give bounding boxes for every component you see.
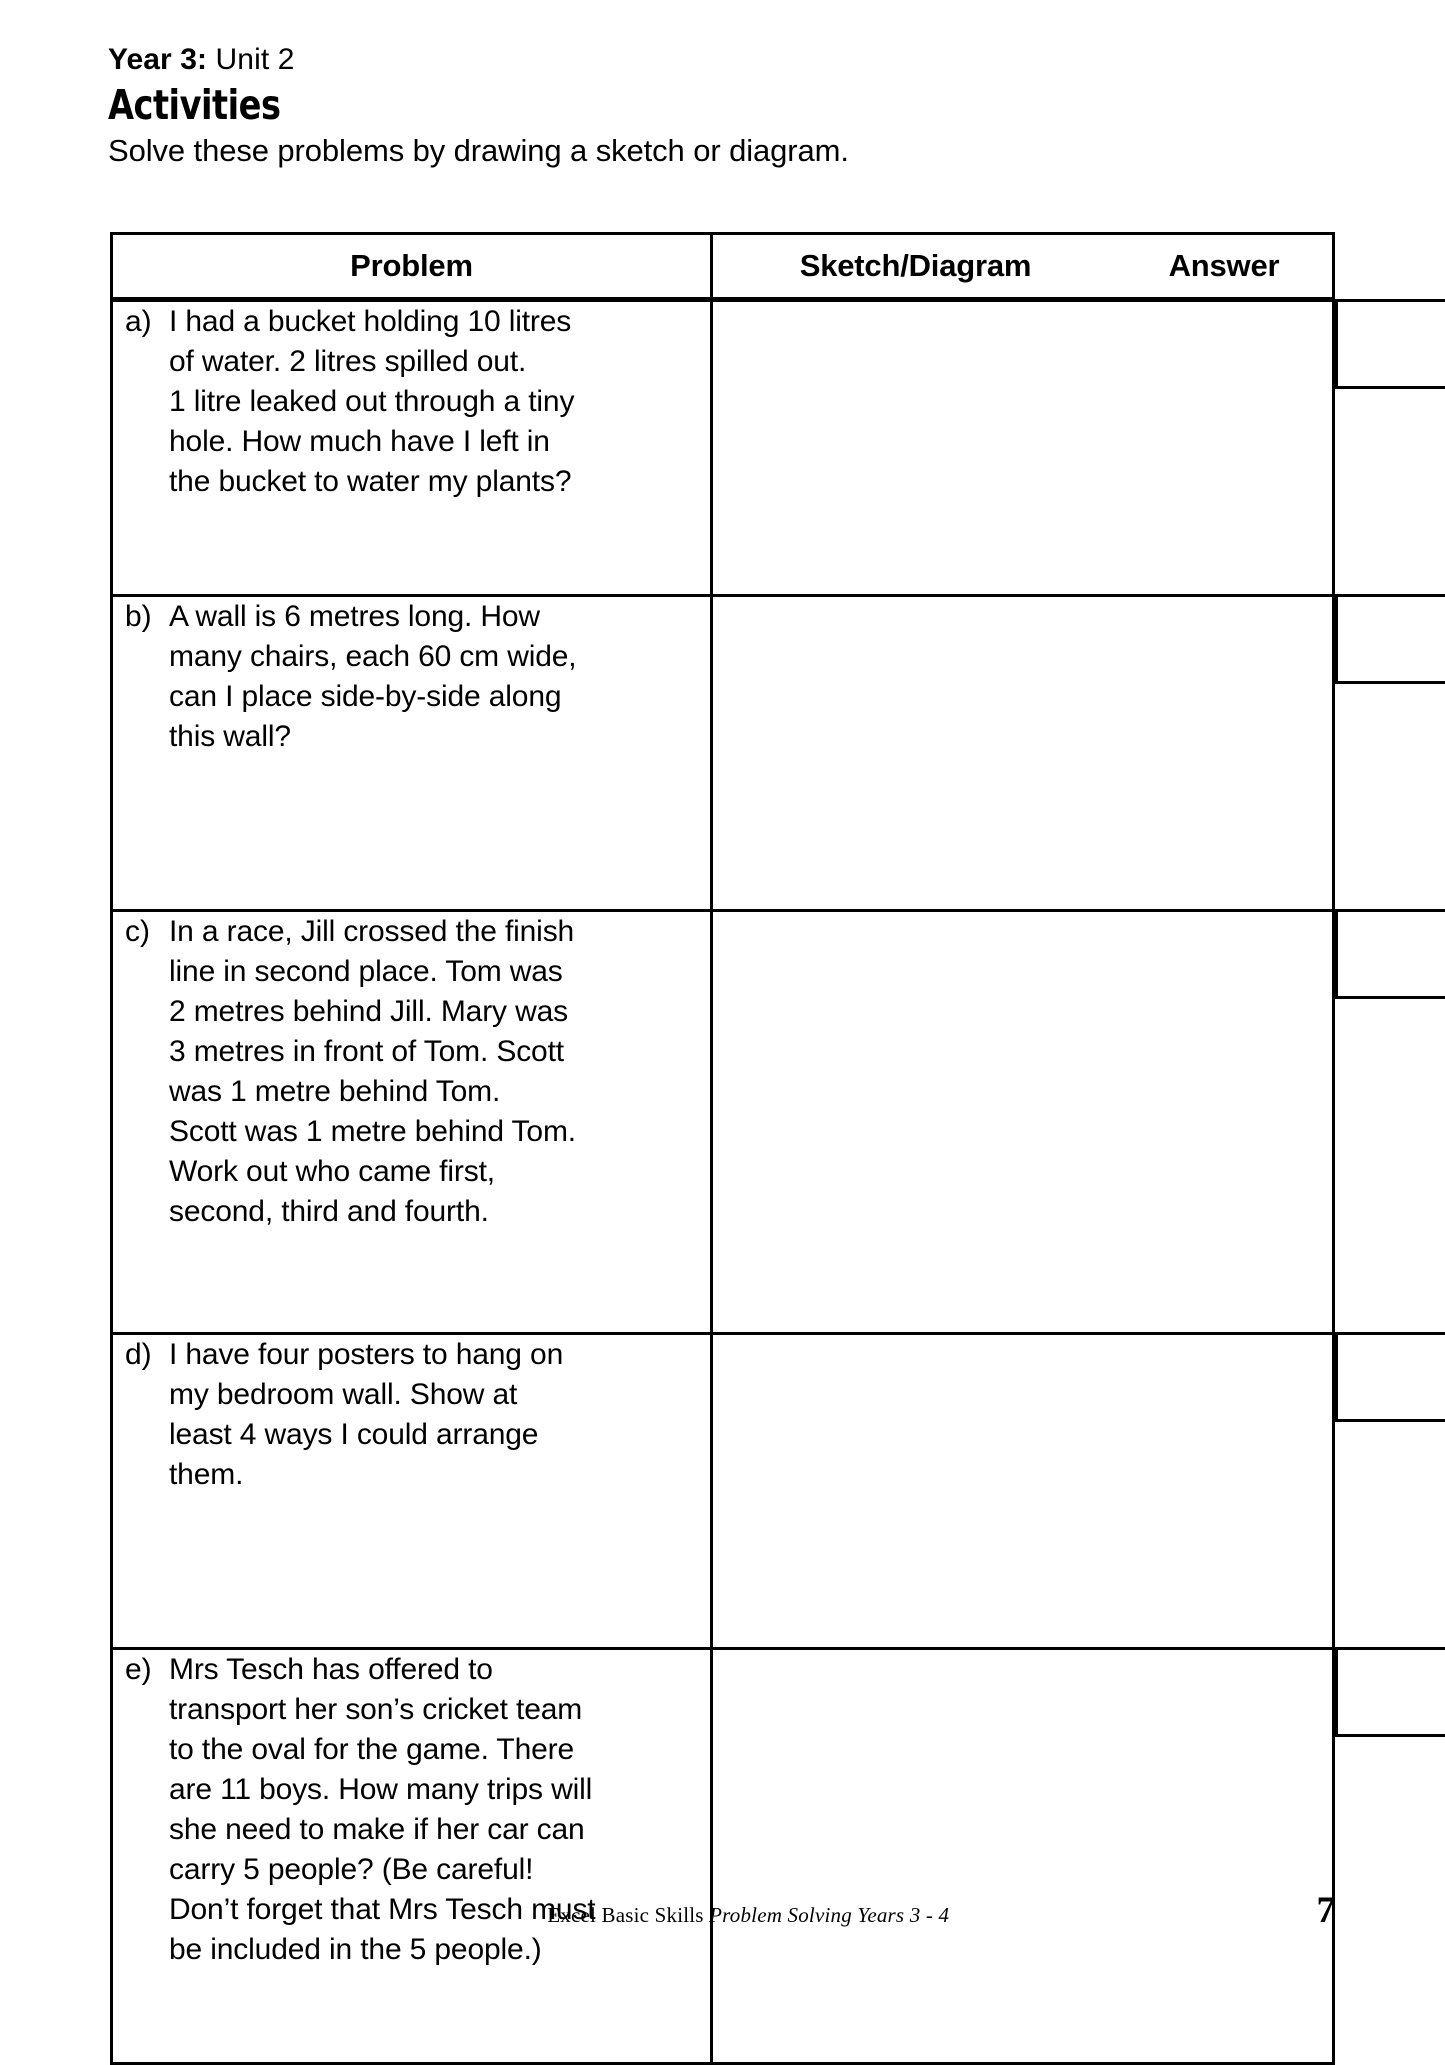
table-row: [112, 911, 1334, 1334]
problem-letter: a): [125, 305, 152, 338]
answer-box[interactable]: [1335, 594, 1445, 684]
page-title: Activities: [108, 81, 281, 129]
sketch-cell[interactable]: [712, 911, 1334, 1334]
problem-cell: [112, 911, 712, 1334]
problem-text-line: In a race, Jill crossed the finish: [169, 915, 575, 948]
problem-text-line: 1 litre leaked out through a tiny: [169, 385, 575, 418]
problem-text-line: can I place side-by-side along: [169, 680, 562, 713]
unit-breadcrumb: [108, 42, 1308, 78]
table-body: [112, 300, 1334, 2064]
problem-text-line: to the oval for the game. There: [169, 1733, 575, 1766]
problem-text-line: I have four posters to hang on: [169, 1338, 564, 1371]
problem-text-line: this wall?: [169, 720, 291, 753]
activities-table: [110, 232, 1335, 2065]
problem-text-line: line in second place. Tom was: [169, 955, 563, 988]
column-header-sketch-label: Sketch/Diagram: [799, 248, 1032, 283]
problem-text-line: carry 5 people? (Be careful!: [169, 1853, 534, 1886]
problem-text-line: hole. How much have I left in: [169, 425, 550, 458]
column-header-problem-label: Problem: [350, 248, 473, 283]
problem-text-line: them.: [169, 1458, 244, 1491]
problem-text: [169, 912, 710, 1232]
problem-letter: c): [125, 915, 150, 948]
instruction-text: Solve these problems by drawing a sketch or diagram.: [108, 133, 849, 168]
problem-text-line: the bucket to water my plants?: [169, 465, 572, 498]
footer-series: Excel Basic Skills: [547, 1903, 704, 1927]
table-row: [112, 596, 1334, 911]
problem-text-line: Don’t forget that Mrs Tesch must: [169, 1893, 596, 1926]
problem-text-line: Mrs Tesch has offered to: [169, 1653, 493, 1686]
answer-box[interactable]: [1335, 1332, 1445, 1422]
problem-text-line: I had a bucket holding 10 litres: [169, 305, 572, 338]
problem-text-line: least 4 ways I could arrange: [169, 1418, 539, 1451]
problem-text: [169, 597, 710, 757]
problem-text-line: of water. 2 litres spilled out.: [169, 345, 527, 378]
column-header-problem: [112, 234, 712, 300]
answer-box[interactable]: [1335, 299, 1445, 389]
column-header-sketch-answer: [712, 234, 1334, 300]
sketch-cell[interactable]: [712, 300, 1334, 596]
problem-cell: [112, 300, 712, 596]
problem-cell: [112, 1649, 712, 2064]
problem-letter: d): [125, 1338, 152, 1371]
activities-table-wrap: [110, 232, 1280, 2065]
problem-cell: [112, 1334, 712, 1649]
problem-text-line: many chairs, each 60 cm wide,: [169, 640, 577, 673]
footer-title: Problem Solving Years 3 - 4: [709, 1903, 950, 1927]
problem-text-line: second, third and fourth.: [169, 1195, 489, 1228]
problem-letter: e): [125, 1653, 152, 1686]
unit-label: Unit 2: [215, 43, 295, 76]
problem-text-line: she need to make if her car can: [169, 1813, 585, 1846]
sketch-cell[interactable]: [712, 1334, 1334, 1649]
table-header-row: [112, 234, 1334, 300]
answer-box[interactable]: [1335, 909, 1445, 999]
page-number: 7: [1316, 1890, 1335, 1931]
page-footer: [110, 1892, 1335, 1929]
problem-text-line: 3 metres in front of Tom. Scott: [169, 1035, 564, 1068]
problem-text-line: Work out who came first,: [169, 1155, 495, 1188]
problem-text-line: are 11 boys. How many trips will: [169, 1773, 593, 1806]
problem-letter: b): [125, 600, 152, 633]
sketch-cell[interactable]: [712, 596, 1334, 911]
answer-box[interactable]: [1335, 1647, 1445, 1737]
sketch-cell[interactable]: [712, 1649, 1334, 2064]
problem-text-line: was 1 metre behind Tom.: [169, 1075, 501, 1108]
year-label: Year 3:: [108, 43, 208, 76]
table-row: [112, 1334, 1334, 1649]
footer-credit: [110, 1903, 1317, 1928]
problem-cell: [112, 596, 712, 911]
problem-text: [169, 302, 710, 502]
problem-text-line: be included in the 5 people.): [169, 1933, 542, 1966]
problem-text: [169, 1335, 710, 1495]
table-row: [112, 300, 1334, 596]
problem-text-line: my bedroom wall. Show at: [169, 1378, 518, 1411]
problem-text-line: 2 metres behind Jill. Mary was: [169, 995, 568, 1028]
table-row: [112, 1649, 1334, 2064]
problem-text-line: Scott was 1 metre behind Tom.: [169, 1115, 576, 1148]
column-header-answer-label: Answer: [1168, 248, 1280, 283]
page-header: [108, 42, 1308, 170]
problem-text-line: A wall is 6 metres long. How: [169, 600, 540, 633]
problem-text-line: transport her son’s cricket team: [169, 1693, 583, 1726]
